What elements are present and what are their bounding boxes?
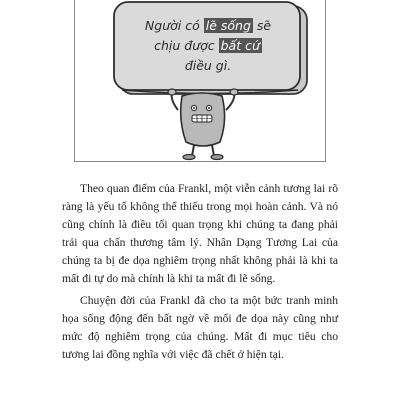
body-text xyxy=(62,180,338,368)
left-hand xyxy=(168,89,176,95)
paragraph-2: Chuyện đời của Frankl đã cho ta một bức tranh minh họa sống động đến bất ngờ về mối đe dọa này cũng như mức độ nghiêm trọng của chúng. Mất đi mục tiêu cho tương lai đồng nghĩa với việc đã chết ở hiện tại. xyxy=(62,294,338,361)
sign-line-1: Người có lẽ sống sẽ xyxy=(144,18,272,33)
sign-line-2: chịu được bất cứ xyxy=(154,38,260,53)
sign-message xyxy=(128,16,288,76)
left-foot xyxy=(183,155,195,160)
right-foot xyxy=(211,155,223,160)
sign-line-3: điều gì. xyxy=(184,58,232,73)
paragraph-1: Theo quan điểm của Frankl, một viễn cảnh tương lai rõ ràng là yếu tố không thể thiếu trong mọi hoàn cảnh. Và nó cũng chính là điều tối quan trọng khi chúng ta đang phải trải qua chấn thương tâm lý. Nhân Dạng Tương Lai của chúng ta bị đe dọa nghiêm trọng nhất không phải là khi ta mất đi tự do mà chính là khi ta mất đi lẽ sống. xyxy=(62,182,338,285)
highlight-bat-cu: bất cứ xyxy=(220,38,260,53)
right-hand xyxy=(230,89,238,95)
highlight-le-song: lẽ sống xyxy=(205,18,251,33)
